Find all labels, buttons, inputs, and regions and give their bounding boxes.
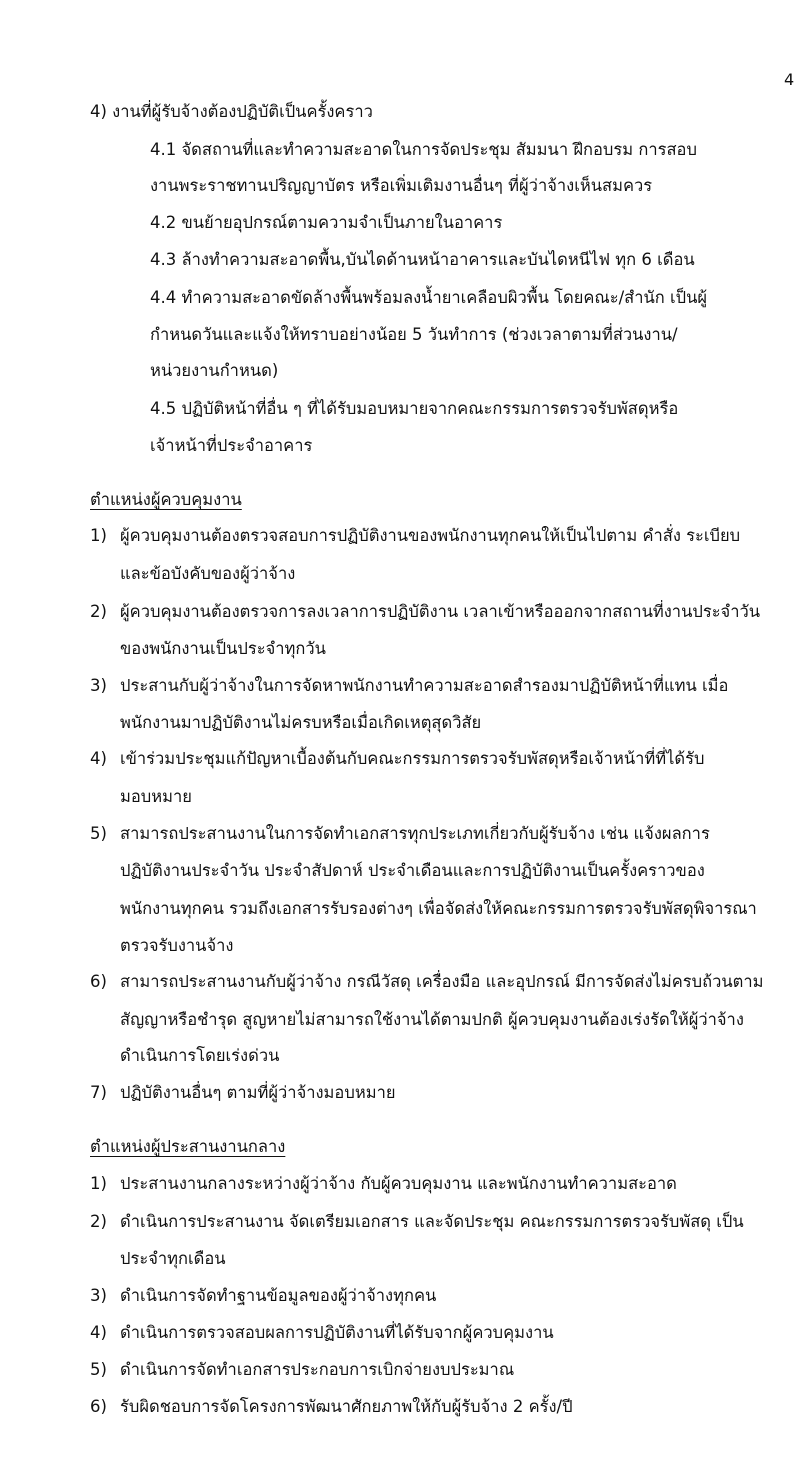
item-4-5-line: เจ้าหน้าที่ประจำอาคาร xyxy=(150,436,313,455)
item-4-4-line: กำหนดวันและแจ้งให้ทราบอย่างน้อย 5 วันทำการ (ช่วงเวลาตามที่ส่วนงาน/ xyxy=(150,325,678,344)
list-number: 6) xyxy=(90,972,107,991)
item-4-1-line: 4.1 จัดสถานที่และทำความสะอาดในการจัดประชุม สัมมนา ฝึกอบรม การสอบ xyxy=(150,140,697,159)
list-number: 3) xyxy=(90,1286,107,1305)
list-number: 5) xyxy=(90,1360,107,1379)
supervisor-item-line: ปฏิบัติงานประจำวัน ประจำสัปดาห์ ประจำเดือนและการปฏิบัติงานเป็นครั้งคราวของ xyxy=(120,861,705,880)
coordinator-item-line: ดำเนินการจัดทำฐานข้อมูลของผู้ว่าจ้างทุกคน xyxy=(120,1286,437,1305)
item-4-3-line: 4.3 ล้างทำความสะอาดพื้น,บันไดด้านหน้าอาคารและบันไดหนีไฟ ทุก 6 เดือน xyxy=(150,250,695,269)
item-4-1-line: งานพระราชทานปริญญาบัตร หรือเพิ่มเติมงานอื่นๆ ที่ผู้ว่าจ้างเห็นสมควร xyxy=(150,176,653,195)
list-number: 7) xyxy=(90,1083,107,1102)
supervisor-item-line: เข้าร่วมประชุมแก้ปัญหาเบื้องต้นกับคณะกรรมการตรวจรับพัสดุหรือเจ้าหน้าที่ที่ได้รับ xyxy=(120,749,705,768)
page-number: 4 xyxy=(784,70,795,89)
item-4-4-line: 4.4 ทำความสะอาดขัดล้างพื้นพร้อมลงน้ำยาเคลือบผิวพื้น โดยคณะ/สำนัก เป็นผู้ xyxy=(150,288,708,307)
supervisor-item-line: และข้อบังคับของผู้ว่าจ้าง xyxy=(120,564,296,583)
supervisor-item-line: พนักงานมาปฏิบัติงานไม่ครบหรือเมื่อเกิดเหตุสุดวิสัย xyxy=(120,713,482,732)
coordinator-item-line: ดำเนินการประสานงาน จัดเตรียมเอกสาร และจัดประชุม คณะกรรมการตรวจรับพัสดุ เป็น xyxy=(120,1212,744,1231)
supervisor-item-line: พนักงานทุกคน รวมถึงเอกสารรับรองต่างๆ เพื่อจัดส่งให้คณะกรรมการตรวจรับพัสดุพิจารณา xyxy=(120,899,757,918)
list-number: 1) xyxy=(90,1174,107,1193)
list-number: 6) xyxy=(90,1397,107,1416)
supervisor-item-line: ของพนักงานเป็นประจำทุกวัน xyxy=(120,639,326,658)
list-number: 2) xyxy=(90,1212,107,1231)
item-4-4-line: หน่วยงานกำหนด) xyxy=(150,361,279,380)
supervisor-item-line: ผู้ควบคุมงานต้องตรวจการลงเวลาการปฏิบัติงาน เวลาเข้าหรือออกจากสถานที่งานประจำวัน xyxy=(120,602,761,621)
supervisor-item-line: มอบหมาย xyxy=(120,787,192,806)
list-number: 3) xyxy=(90,676,107,695)
coordinator-item-line: ประจำทุกเดือน xyxy=(120,1249,226,1268)
supervisor-item-line: สามารถประสานงานในการจัดทำเอกสารทุกประเภทเกี่ยวกับผู้รับจ้าง เช่น แจ้งผลการ xyxy=(120,824,710,843)
supervisor-item-line: ประสานกับผู้ว่าจ้างในการจัดหาพนักงานทำความสะอาดสำรองมาปฏิบัติหน้าที่แทน เมื่อ xyxy=(120,676,729,695)
supervisor-item-line: ปฏิบัติงานอื่นๆ ตามที่ผู้ว่าจ้างมอบหมาย xyxy=(120,1083,396,1102)
section-4-heading: 4) งานที่ผู้รับจ้างต้องปฏิบัติเป็นครั้งคราว xyxy=(90,102,373,121)
supervisor-item-line: สัญญาหรือชำรุด สูญหายไม่สามารถใช้งานได้ตามปกติ ผู้ควบคุมงานต้องเร่งรัดให้ผู้ว่าจ้าง xyxy=(120,1010,744,1029)
supervisor-heading: ตำแหน่งผู้ควบคุมงาน xyxy=(90,490,242,509)
list-number: 2) xyxy=(90,602,107,621)
item-4-2-line: 4.2 ขนย้ายอุปกรณ์ตามความจำเป็นภายในอาคาร xyxy=(150,213,503,232)
coordinator-item-line: ประสานงานกลางระหว่างผู้ว่าจ้าง กับผู้ควบคุมงาน และพนักงานทำความสะอาด xyxy=(120,1174,677,1193)
list-number: 5) xyxy=(90,824,107,843)
item-4-5-line: 4.5 ปฏิบัติหน้าที่อื่น ๆ ที่ได้รับมอบหมายจากคณะกรรมการตรวจรับพัสดุหรือ xyxy=(150,399,679,418)
coordinator-item-line: ดำเนินการตรวจสอบผลการปฏิบัติงานที่ได้รับจากผู้ควบคุมงาน xyxy=(120,1323,554,1342)
supervisor-item-line: ตรวจรับงานจ้าง xyxy=(120,936,234,955)
list-number: 1) xyxy=(90,526,107,545)
supervisor-item-line: สามารถประสานงานกับผู้ว่าจ้าง กรณีวัสดุ เครื่องมือ และอุปกรณ์ มีการจัดส่งไม่ครบถ้วนตาม xyxy=(120,972,764,991)
supervisor-item-line: ดำเนินการโดยเร่งด่วน xyxy=(120,1046,280,1065)
coordinator-item-line: รับผิดชอบการจัดโครงการพัฒนาศักยภาพให้กับผู้รับจ้าง 2 ครั้ง/ปี xyxy=(120,1397,573,1416)
supervisor-item-line: ผู้ควบคุมงานต้องตรวจสอบการปฏิบัติงานของพนักงานทุกคนให้เป็นไปตาม คำสั่ง ระเบียบ xyxy=(120,526,741,545)
coordinator-heading: ตำแหน่งผู้ประสานงานกลาง xyxy=(90,1137,286,1156)
list-number: 4) xyxy=(90,749,107,768)
coordinator-item-line: ดำเนินการจัดทำเอกสารประกอบการเบิกจ่ายงบประมาณ xyxy=(120,1360,515,1379)
list-number: 4) xyxy=(90,1323,107,1342)
